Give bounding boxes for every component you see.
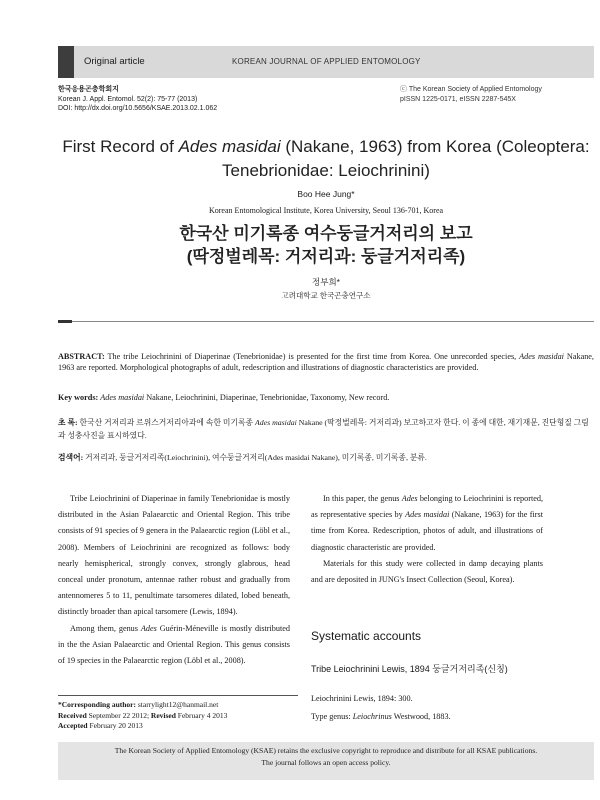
corr-email[interactable]: starrylight12@hanmail.net xyxy=(136,700,219,709)
section-rule xyxy=(72,321,594,322)
abstract-text-2: Nakane, 1963 are reported. Morphological photographs of adult, redescription and illustrations of diagnostic characteristics are provided. xyxy=(58,352,594,373)
korean-abstract xyxy=(58,417,594,442)
copyright-block xyxy=(400,85,542,104)
corresponding-author xyxy=(58,700,298,711)
abstract-text-1: The tribe Leiochrinini of Diaperinae (Tenebrionidae) is presented for the first time from Korea. One unrecorded species, xyxy=(104,352,520,361)
korean-author-name: 정부희* xyxy=(312,277,340,287)
title-line-2: Tenebrionidae: Leiochrinini) xyxy=(222,161,430,180)
received-revised-dates xyxy=(58,711,298,722)
keywords-label: Key words: xyxy=(58,393,99,402)
abstract-label: ABSTRACT: xyxy=(58,352,105,361)
keywords-species: Ades masidai xyxy=(100,393,145,402)
materials-paragraph: Materials for this study were collected in damp decaying plants and are deposited in JUNG's Insect Collection (Seoul, Korea). xyxy=(311,558,543,585)
korean-keywords-label: 검색어: xyxy=(58,453,84,462)
footer-copyright-line: The Korean Society of Applied Entomology (KSAE) retains the exclusive copyright to reproduce and distribute for all KSAE publications. xyxy=(114,746,538,755)
footer-open-access-line: The journal follows an open access policy. xyxy=(261,757,391,767)
korean-abstract-text-1: 한국산 거저리과 르위스거저리아과에 속한 미기록종 xyxy=(77,418,256,427)
author-affiliation: Korean Entomological Institute, Korea University, Seoul 136-701, Korea xyxy=(208,206,444,215)
accepted-date-row xyxy=(58,721,298,732)
intro-p2-start: Among them, genus xyxy=(70,623,141,633)
intro-p3-species: Ades masidai xyxy=(405,510,450,520)
korean-abstract-label: 초 록: xyxy=(58,418,78,427)
korean-title xyxy=(58,222,594,268)
intro-p3-end: (Nakane, 1963) for the first time from Korea. Redescription, photos of adult, and illustrations of diagnostic characteristic are provided. xyxy=(311,510,543,552)
korean-abstract-text-2: Nakane (딱정벌레목: 거저리과) 보고하고자 한다. 이 종에 대한, 재기재문, 진단형질 그림과 성충사진을 표시하였다. xyxy=(58,418,589,440)
revised-label: Revised xyxy=(150,710,176,720)
intro-p3-start: In this paper, the genus xyxy=(323,494,402,503)
section-rule-accent xyxy=(58,320,72,323)
intro-paragraph-2 xyxy=(58,621,290,670)
revised-date: February 4 2013 xyxy=(175,710,228,720)
intro-p2-end: Guérin-Méneville is mostly distributed in the the Asian Palaearctic and Oriental Region. This genus consists of 19 species in the Palaearctic region (Löbl et al., 2008). xyxy=(58,623,290,666)
type-genus-author: Westwood, 1883. xyxy=(391,712,451,721)
type-genus-label: Type genus: xyxy=(311,712,353,721)
tribe-heading: Tribe Leiochrinini Lewis, 1894 둥글거저리족(신칭) xyxy=(311,664,508,674)
keywords xyxy=(58,392,594,403)
footnote-rule xyxy=(58,695,298,696)
accepted-label: Accepted xyxy=(58,721,88,730)
issn-numbers: pISSN 1225-0171, eISSN 2287-545X xyxy=(400,95,516,103)
keywords-text: Nakane, Leiochrinini, Diaperinae, Tenebrionidae, Taxonomy, New record. xyxy=(144,393,390,402)
journal-citation: Korean J. Appl. Entomol. 52(2): 75-77 (2013) xyxy=(58,95,198,103)
received-date: September 22 2012; xyxy=(86,710,151,720)
body-column-right xyxy=(311,491,543,588)
doi-link[interactable]: DOI: http://dx.doi.org/10.5656/KSAE.2013.02.1.062 xyxy=(58,105,218,113)
intro-p2-genus: Ades xyxy=(140,623,157,633)
korean-keywords-text: 거저리과, 둥글거저리족(Leiochrinini), 여수둥글거저리(Ades masidai Nakane), 미기록종, 미기록종, 분류. xyxy=(83,453,427,462)
article-type-label: Original article xyxy=(84,56,145,67)
accepted-date: February 20 2013 xyxy=(87,721,143,730)
footnote xyxy=(58,700,298,732)
copyright-notice: ⓒ The Korean Society of Applied Entomology xyxy=(400,86,542,93)
korean-keywords xyxy=(58,452,594,463)
paper-title xyxy=(58,135,594,183)
korean-affiliation: 고려대학교 한국곤충연구소 xyxy=(281,291,371,300)
journal-korean-name: 한국응용곤충학회지 xyxy=(58,86,119,93)
footer-notice xyxy=(58,745,594,768)
body-column-left xyxy=(58,491,290,669)
header-accent-bar xyxy=(58,46,74,78)
title-part-2: (Nakane, 1963) from Korea (Coleoptera: xyxy=(280,137,590,156)
abstract xyxy=(58,351,594,374)
intro-p3-genus: Ades xyxy=(401,494,418,503)
received-label: Received xyxy=(58,710,87,720)
intro-paragraph-1: Tribe Leiochrinini of Diaperinae in family Tenebrionidae is mostly distributed in the Asian Palaearctic and Oriental Region. This tribe consists of 91 species of 9 genera in the Palaearctic region (Löbl et al., 2008). Members of Leiochrinini are recognized as follows: body nearly hemispherical, strongly convex, strongly glabrous, head conceal under pronotum, antennae rather robust and gradually from antennomeres 5 to 11, penultimate tarsomeres dilated, lobed beneath, distinctly broader than apical tarsomere (Lewis, 1894). xyxy=(58,494,290,617)
type-genus-name: Leiochrinus xyxy=(352,712,392,721)
abstract-species: Ades masidai xyxy=(519,352,564,361)
title-species: Ades masidai xyxy=(178,137,281,156)
korean-title-line-2: (딱정벌레목: 거저리과: 둥글거저리족) xyxy=(186,247,466,266)
korean-abstract-species: Ades masidai xyxy=(255,418,297,427)
corr-label: *Corresponding author: xyxy=(58,700,136,709)
korean-title-line-1: 한국산 미기록종 여수둥글거저리의 보고 xyxy=(179,224,473,243)
title-part-1: First Record of xyxy=(62,137,179,156)
citation-block xyxy=(58,85,217,114)
intro-p3-mid: belonging to Leiochrinini is reported, as representative species by xyxy=(311,494,544,520)
type-genus xyxy=(311,712,451,721)
intro-paragraph-3 xyxy=(311,491,543,556)
journal-banner: KOREAN JOURNAL OF APPLIED ENTOMOLOGY xyxy=(232,57,421,66)
systematic-accounts-heading: Systematic accounts xyxy=(311,629,422,643)
author-name: Boo Hee Jung* xyxy=(297,189,355,199)
tribe-citation: Leiochrinini Lewis, 1894: 300. xyxy=(311,694,413,703)
